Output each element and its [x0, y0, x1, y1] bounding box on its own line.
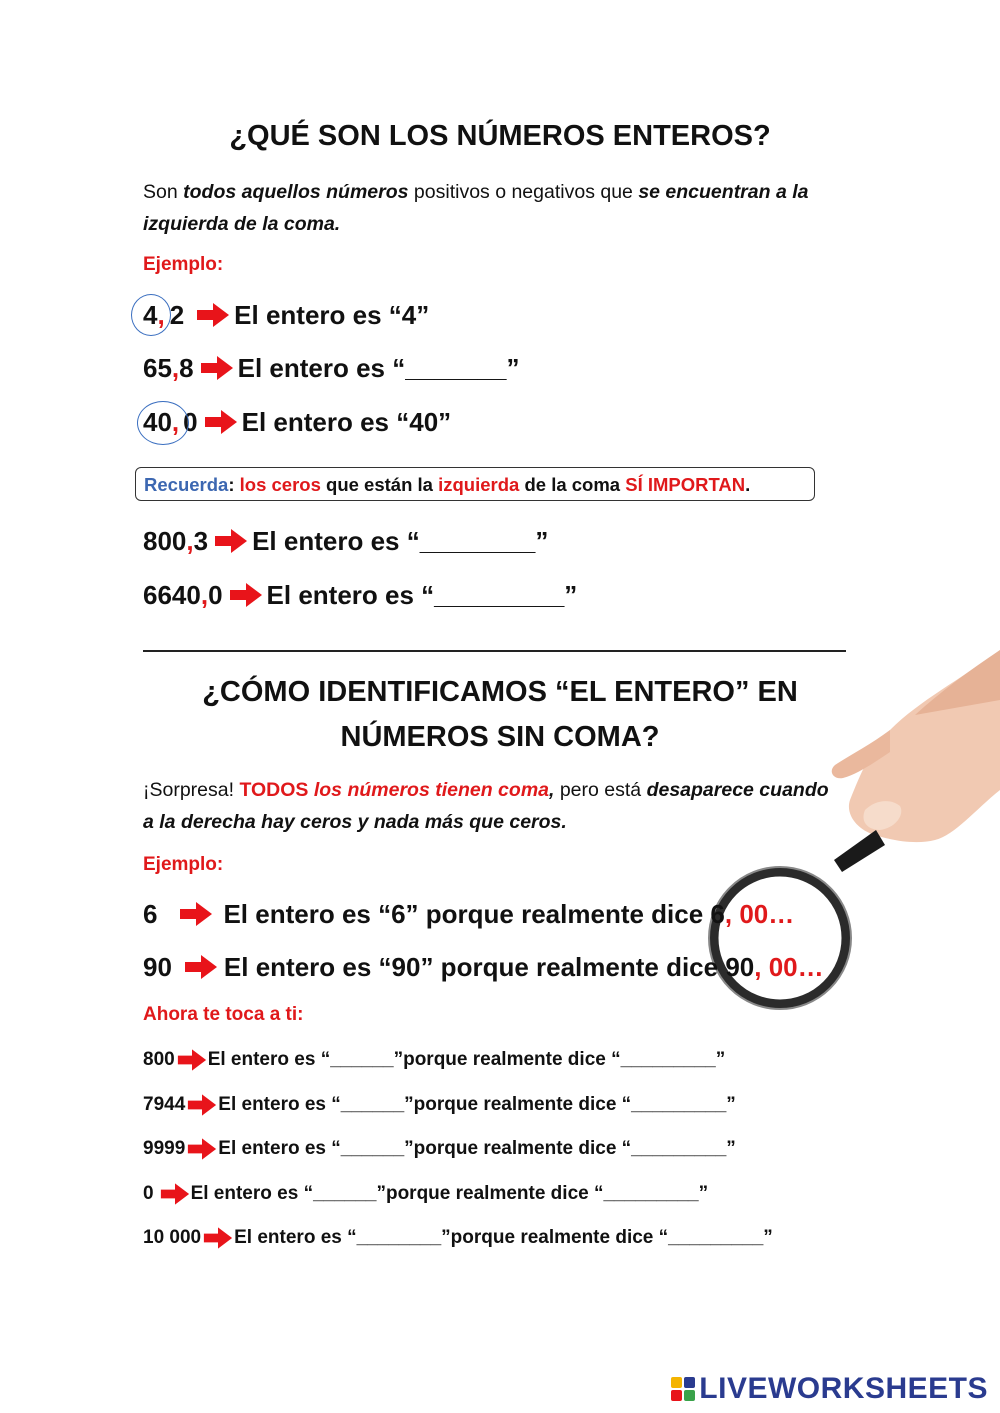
- practice-label: Ahora te toca a ti:: [143, 1004, 304, 1025]
- remember-text: que están la: [320, 474, 439, 495]
- example-row: [143, 348, 519, 388]
- comma: ,: [157, 299, 165, 330]
- hidden-zeros: , 00…: [724, 898, 795, 929]
- example-answer: El entero es “40”: [241, 406, 452, 437]
- whole-part: 800: [143, 525, 187, 556]
- intro-text: ¡Sorpresa!: [143, 779, 240, 801]
- number: 10 000: [143, 1227, 202, 1248]
- intro-highlight: TODOS: [239, 779, 309, 801]
- remember-highlight: izquierda: [438, 474, 520, 495]
- red-arrow-icon: [184, 954, 218, 980]
- remember-highlight: los ceros: [239, 474, 321, 495]
- decimal-part: 8: [179, 352, 194, 383]
- comma: ,: [186, 525, 194, 556]
- example-row: [143, 402, 451, 442]
- practice-answer-blanks[interactable]: El entero es “______”porque realmente dice “_________”: [218, 1138, 736, 1159]
- intro-highlight: los números tienen coma: [308, 779, 549, 801]
- comma-highlight-circle: [131, 294, 171, 336]
- section2-title-line1: ¿CÓMO IDENTIFICAMOS “EL ENTERO” EN: [202, 676, 798, 708]
- red-arrow-icon: [214, 528, 248, 554]
- practice-answer-blanks[interactable]: El entero es “______”porque realmente dice “_________”: [207, 1049, 726, 1070]
- red-arrow-icon: [179, 901, 213, 927]
- whole-part: 6640: [143, 579, 201, 610]
- example-row: [143, 947, 824, 987]
- example-answer: El entero es “4”: [234, 299, 430, 330]
- practice-row: [143, 1134, 736, 1164]
- red-arrow-icon: [187, 1137, 217, 1161]
- exercise-row: [143, 521, 548, 561]
- comma: ,: [200, 579, 209, 610]
- exercise-answer-blank[interactable]: El entero es “_________”: [266, 579, 578, 610]
- number: 0: [143, 1183, 154, 1204]
- liveworksheets-logo-icon: [671, 1377, 695, 1401]
- example-row: [143, 295, 429, 335]
- exercise-answer-blank[interactable]: El entero es “________”: [252, 525, 549, 556]
- red-arrow-icon: [200, 355, 234, 381]
- exercise-row: [143, 575, 577, 615]
- practice-row: [143, 1045, 725, 1075]
- intro-text: pero está: [554, 779, 647, 801]
- red-arrow-icon: [187, 1093, 217, 1117]
- decimal-part: 3: [193, 525, 209, 556]
- red-arrow-icon: [177, 1048, 207, 1072]
- example-explanation: El entero es “6” porque realmente dice 6: [223, 898, 725, 929]
- practice-answer-blanks[interactable]: El entero es “______”porque realmente dice “_________”: [190, 1183, 709, 1204]
- whole-part: 40: [143, 406, 172, 437]
- decimal-part: 2: [169, 299, 185, 330]
- practice-row: [143, 1090, 736, 1120]
- red-arrow-icon: [204, 409, 238, 435]
- example-label: Ejemplo:: [143, 254, 224, 275]
- comma: ,: [171, 352, 180, 383]
- section1-title: ¿QUÉ SON LOS NÚMEROS ENTEROS?: [229, 120, 771, 152]
- intro-text: positivos o negativos que: [408, 181, 639, 203]
- red-arrow-icon: [203, 1226, 233, 1250]
- number: 6: [143, 898, 158, 929]
- example-explanation: El entero es “90” porque realmente dice 90: [223, 951, 755, 982]
- remember-text: de la coma: [519, 474, 626, 495]
- section2-title-line2: NÚMEROS SIN COMA?: [340, 721, 660, 753]
- section1-intro: [143, 176, 863, 240]
- remember-label: Recuerda: [144, 474, 229, 495]
- hidden-zeros: , 00…: [754, 951, 824, 982]
- number: 7944: [143, 1094, 186, 1115]
- liveworksheets-logo: [671, 1372, 988, 1406]
- comma: ,: [171, 406, 180, 437]
- comma-highlight-circle: [137, 401, 189, 445]
- intro-text: ,: [549, 779, 555, 801]
- red-arrow-icon: [160, 1182, 190, 1206]
- decimal-part: 0: [183, 406, 198, 437]
- intro-emphasis: todos aquellos números: [183, 181, 409, 203]
- intro-emphasis: se encuentran a la izquierda de la coma.: [143, 181, 809, 235]
- logo-text: LIVEWORKSHEETS: [699, 1372, 988, 1405]
- intro-emphasis: desaparece cuando a la derecha hay ceros y nada más que ceros.: [143, 779, 829, 833]
- practice-row: [143, 1223, 773, 1253]
- remember-highlight: SÍ IMPORTAN: [625, 474, 746, 495]
- number: 90: [143, 951, 172, 982]
- remember-text: .: [745, 474, 751, 495]
- whole-part: 4: [143, 299, 158, 330]
- remember-colon: :: [228, 474, 240, 495]
- red-arrow-icon: [196, 302, 230, 328]
- practice-answer-blanks[interactable]: El entero es “________”porque realmente dice “_________”: [234, 1227, 773, 1248]
- practice-row: [143, 1179, 708, 1209]
- intro-text: Son: [143, 181, 184, 203]
- number: 9999: [143, 1138, 186, 1159]
- decimal-part: 0: [208, 579, 223, 610]
- whole-part: 65: [143, 352, 172, 383]
- example-answer: El entero es “_______”: [237, 352, 520, 383]
- example-row: [143, 894, 794, 934]
- example-label: Ejemplo:: [143, 854, 224, 875]
- practice-answer-blanks[interactable]: El entero es “______”porque realmente dice “_________”: [218, 1094, 736, 1115]
- remember-box: [135, 467, 815, 501]
- red-arrow-icon: [229, 582, 263, 608]
- number: 800: [143, 1049, 175, 1070]
